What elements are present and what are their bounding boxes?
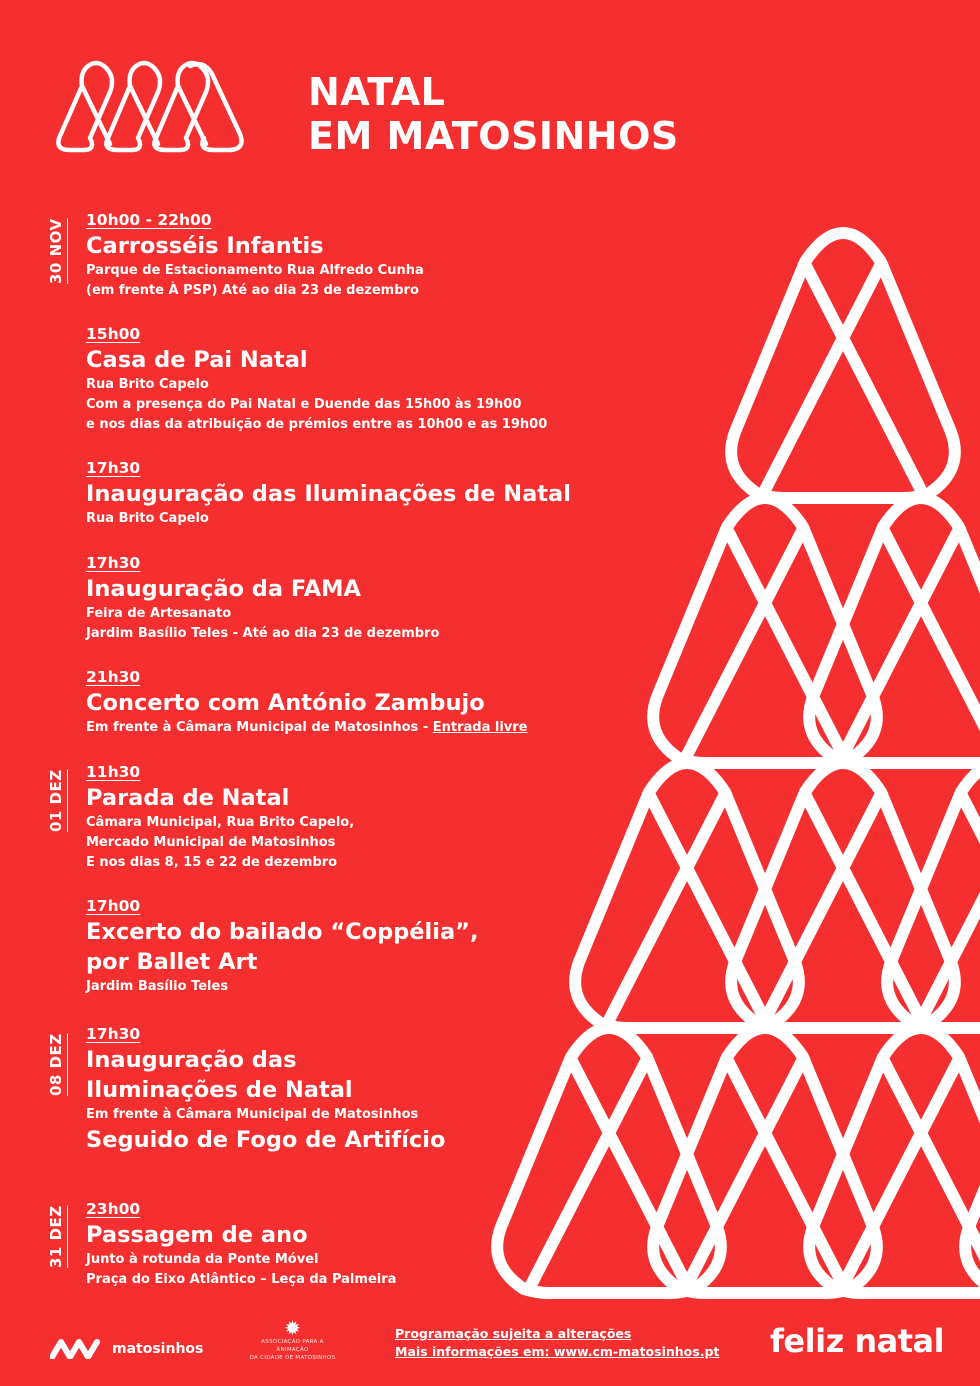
event-detail: Câmara Municipal, Rua Brito Capelo, [86, 815, 355, 830]
event-time: 23h00 [86, 1200, 141, 1218]
event-time: 15h00 [86, 325, 141, 343]
event-detail: Parque de Estacionamento Rua Alfredo Cunha [86, 263, 424, 278]
date-label-08-dez: 08 DEZ [47, 1033, 65, 1096]
event-time: 11h30 [86, 763, 141, 781]
matosinhos-wave-logo-icon [50, 54, 255, 154]
event-inauguracao-fama [86, 553, 646, 644]
event-carrosseis [86, 210, 646, 301]
event-title: Inauguração da FAMA [86, 576, 361, 602]
event-title-line-2: Iluminações de Natal [86, 1077, 353, 1103]
event-detail: Mercado Municipal de Matosinhos [86, 835, 336, 850]
event-detail: Rua Brito Capelo [86, 511, 209, 526]
footer-info [395, 1325, 719, 1361]
event-title: Passagem de ano [86, 1222, 308, 1248]
event-detail: Feira de Artesanato [86, 606, 232, 621]
event-title: Excerto do bailado “Coppélia”, [86, 919, 479, 945]
schedule-notice: Programação sujeita a alterações [395, 1326, 632, 1341]
event-detail: (em frente À PSP) Até ao dia 23 de dezembro [86, 283, 419, 298]
event-inauguracao-iluminacoes [86, 458, 646, 529]
event-title-line-2: por Ballet Art [86, 949, 258, 975]
event-detail: Rua Brito Capelo [86, 377, 209, 392]
event-time: 21h30 [86, 668, 141, 686]
event-detail: Jardim Basílio Teles - Até ao dia 23 de dezembro [86, 626, 440, 641]
event-time: 17h30 [86, 1025, 141, 1043]
event-detail [86, 718, 646, 738]
event-detail: Jardim Basílio Teles [86, 979, 229, 994]
event-title: Inauguração das [86, 1047, 297, 1073]
title-line-2: EM MATOSINHOS [308, 114, 679, 158]
event-coppelia [86, 896, 646, 997]
association-logo [245, 1318, 340, 1362]
event-detail: Com a presença do Pai Natal e Duende das 15h00 às 19h00 [86, 397, 522, 412]
footer-brand [50, 1336, 203, 1362]
event-detail-text: Em frente à Câmara Municipal de Matosinhos - [86, 720, 433, 735]
event-detail: E nos dias 8, 15 e 22 de dezembro [86, 855, 338, 870]
event-passagem-ano [86, 1199, 646, 1290]
event-parada-natal [86, 762, 646, 873]
event-time: 17h30 [86, 459, 141, 477]
matosinhos-m-logo-icon [50, 1339, 102, 1359]
event-detail: e nos dias da atribuição de prémios entre as 10h00 e as 19h00 [86, 417, 548, 432]
event-title: Casa de Pai Natal [86, 347, 308, 373]
event-title: Carrosséis Infantis [86, 233, 324, 259]
event-time: 17h30 [86, 554, 141, 572]
feliz-natal-greeting: feliz natal [770, 1322, 945, 1360]
event-casa-pai-natal [86, 324, 646, 435]
entrada-livre-link[interactable]: Entrada livre [432, 720, 528, 735]
page-title [308, 70, 679, 158]
event-detail: Junto à rotunda da Ponte Móvel [86, 1252, 319, 1267]
event-title: Inauguração das Iluminações de Natal [86, 481, 571, 507]
brand-name: matosinhos [112, 1341, 204, 1357]
date-label-01-dez: 01 DEZ [47, 769, 65, 832]
event-iluminacoes-fogo [86, 1024, 646, 1155]
event-time: 10h00 - 22h00 [86, 211, 212, 229]
event-title: Concerto com António Zambujo [86, 690, 485, 716]
event-detail: Em frente à Câmara Municipal de Matosinhos [86, 1107, 419, 1122]
event-detail: Praça do Eixo Atlântico – Leça da Palmeira [86, 1272, 397, 1287]
date-label-31-dez: 31 DEZ [47, 1205, 65, 1268]
association-line-1: ASSOCIAÇÃO PARA A ANIMAÇÃO [261, 1339, 324, 1353]
event-time: 17h00 [86, 897, 141, 915]
date-label-30-nov: 30 NOV [47, 218, 65, 284]
event-concerto-zambujo [86, 667, 646, 738]
event-title: Parada de Natal [86, 785, 290, 811]
association-line-2: DA CIDADE DE MATOSINHOS [249, 1355, 336, 1361]
event-subtitle: Seguido de Fogo de Artifício [86, 1127, 446, 1153]
title-line-1: NATAL [308, 70, 446, 114]
more-info-link[interactable]: Mais informações em: www.cm-matosinhos.pt [395, 1344, 720, 1359]
star-emblem-icon: ✹ [284, 1316, 301, 1340]
